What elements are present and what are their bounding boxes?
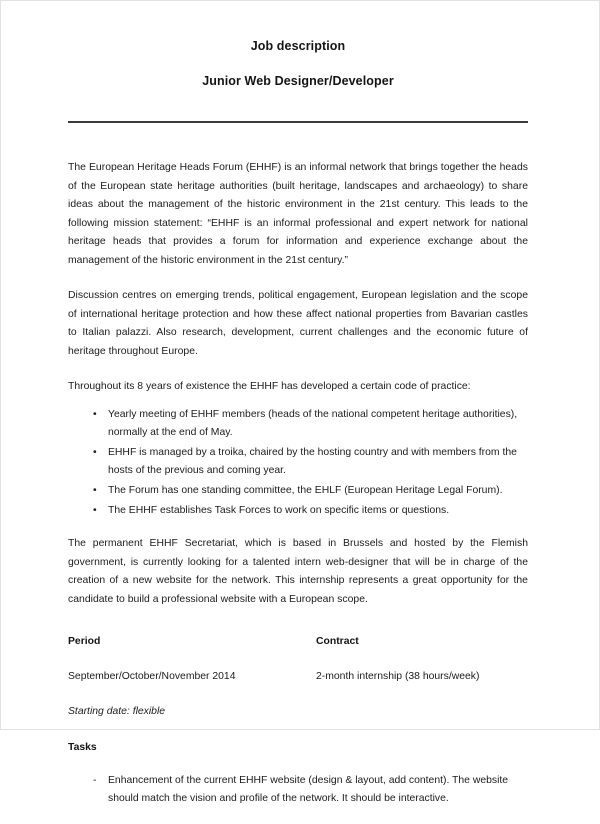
list-item-text: Enhancement of the current EHHF website (design & layout, add content). The website should match the vision and profile of the network. It should be interactive. xyxy=(108,774,509,805)
contract-value: 2-month internship (38 hours/week) xyxy=(316,671,480,683)
list-item-text: The EHHF establishes Task Forces to work on specific items or questions. xyxy=(108,504,450,516)
header-divider xyxy=(68,121,528,123)
paragraph-secretariat: The permanent EHHF Secretariat, which is based in Brussels and hosted by the Flemish government, is currently looking for a talented intern web-designer that will be in charge of the creation of a new website for the network. This internship represents a great opportunity for the candidate to build a professional website with a European scope. xyxy=(68,538,528,605)
paragraph-discussion: Discussion centres on emerging trends, political engagement, European legislation and the scope of international heritage protection and how these affect national properties from Bavarian castles to Italian palazzi. Also research, development, current challenges and the economic future of heritage throughout Europe. xyxy=(68,290,528,357)
period-heading: Period xyxy=(68,636,101,648)
bullet-icon: • xyxy=(93,504,97,516)
list-item-text: The Forum has one standing committee, the EHLF (European Heritage Legal Forum). xyxy=(108,484,503,496)
bullet-icon: • xyxy=(93,408,97,420)
list-item xyxy=(68,482,528,501)
bullet-icon: • xyxy=(93,446,97,458)
period-value: September/October/November 2014 xyxy=(68,671,236,683)
paragraph-code-of-practice-lead: Throughout its 8 years of existence the EHHF has developed a certain code of practice: xyxy=(68,380,471,392)
document-body xyxy=(68,1,528,824)
content-block xyxy=(68,159,528,809)
tasks-heading: Tasks xyxy=(68,742,97,754)
page-subtitle: Junior Web Designer/Developer xyxy=(202,74,394,88)
bullet-icon: • xyxy=(93,484,97,496)
page-title: Job description xyxy=(250,39,346,53)
starting-date-note: Starting date: flexible xyxy=(68,705,166,717)
details-section xyxy=(68,633,528,721)
list-item xyxy=(68,772,528,809)
contract-column xyxy=(316,633,528,721)
period-column xyxy=(68,633,316,721)
list-item xyxy=(68,502,528,521)
list-item-text: EHHF is managed by a troika, chaired by the hosting country and with members from the hosts of the previous and coming year. xyxy=(108,446,517,477)
tasks-list xyxy=(68,772,528,809)
list-item xyxy=(68,406,528,443)
list-item xyxy=(68,444,528,481)
list-item-text: Yearly meeting of EHHF members (heads of the national competent heritage authorities), normally at the end of May. xyxy=(108,408,518,439)
code-of-practice-list xyxy=(68,406,528,521)
paragraph-intro: The European Heritage Heads Forum (EHHF) is an informal network that brings together the heads of the European state heritage authorities (built heritage, landscapes and archaeology) to share ideas about the management of the historic environment in the 21st century. This leads to the following mission statement: “EHHF is an informal professional and expert network for national heritage heads that provides a forum for information and experience exchange about the management of the historic environment in the 21st century.” xyxy=(68,162,528,266)
contract-heading: Contract xyxy=(316,636,359,648)
dash-icon: - xyxy=(93,774,97,786)
